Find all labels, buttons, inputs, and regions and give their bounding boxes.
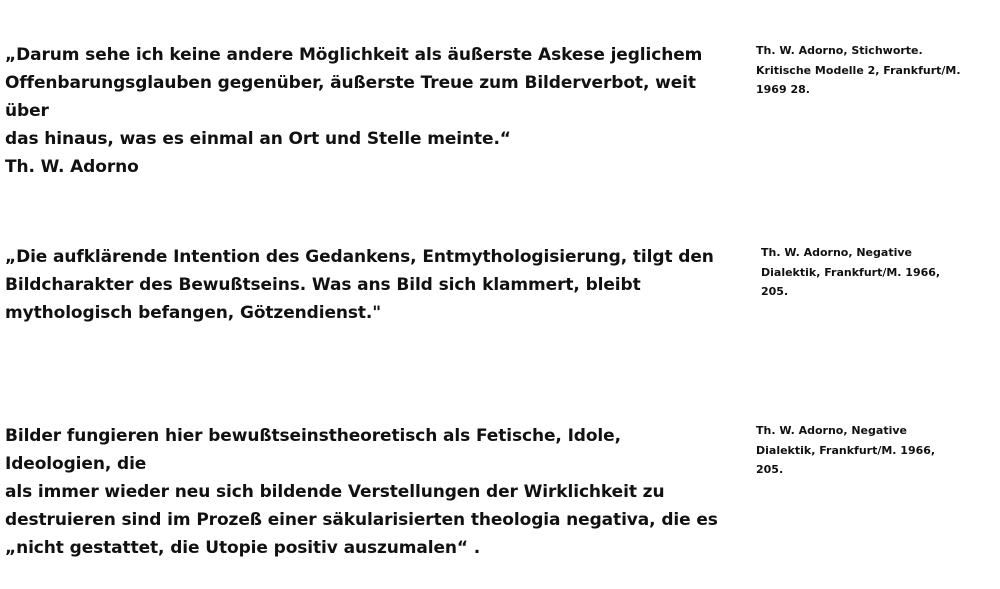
citation-line: Kritische Modelle 2, Frankfurt/M. (756, 63, 961, 77)
quote-block-3 (5, 422, 725, 562)
quote-line: mythologisch befangen, Götzendienst." (5, 303, 382, 323)
citation-line: Th. W. Adorno, Negative (756, 424, 907, 437)
citation-block-3 (756, 421, 971, 480)
quote-line: Bildcharakter des Bewußtseins. Was ans Bild sich klammert, bleibt (5, 275, 641, 295)
citation-line: Dialektik, Frankfurt/M. 1966, (761, 265, 941, 279)
quote-line: Bilder fungieren hier bewußtseinstheoretisch als Fetische, Idole, Ideologien, die (5, 426, 621, 474)
quote-block-2 (5, 243, 725, 327)
quote-line: „Die aufklärende Intention des Gedankens, Entmythologisierung, tilgt den (5, 247, 714, 267)
citation-block-2 (761, 243, 976, 302)
citation-line: Th. W. Adorno, Stichworte. (756, 44, 923, 57)
citation-block-1 (756, 41, 971, 100)
citation-line: Dialektik, Frankfurt/M. 1966, (756, 443, 936, 457)
citation-line: Th. W. Adorno, Negative (761, 246, 912, 259)
quote-line: destruieren sind im Prozeß einer säkularisierten theologia negativa, die es (5, 510, 718, 530)
citation-line: 205. (761, 285, 789, 298)
citation-line: 1969 28. (756, 83, 810, 96)
quote-author: Th. W. Adorno (5, 157, 139, 177)
quote-line: als immer wieder neu sich bildende Verstellungen der Wirklichkeit zu (5, 482, 665, 502)
quote-line: „Darum sehe ich keine andere Möglichkeit als äußerste Askese jeglichem (5, 45, 703, 65)
citation-line: 205. (756, 463, 784, 476)
quote-line: „nicht gestattet, die Utopie positiv auszumalen“ . (5, 538, 481, 558)
quote-line: Offenbarungsglauben gegenüber, äußerste Treue zum Bilderverbot, weit über (5, 73, 696, 121)
quote-line: das hinaus, was es einmal an Ort und Stelle meinte.“ (5, 129, 511, 149)
quote-block-1 (5, 41, 725, 181)
